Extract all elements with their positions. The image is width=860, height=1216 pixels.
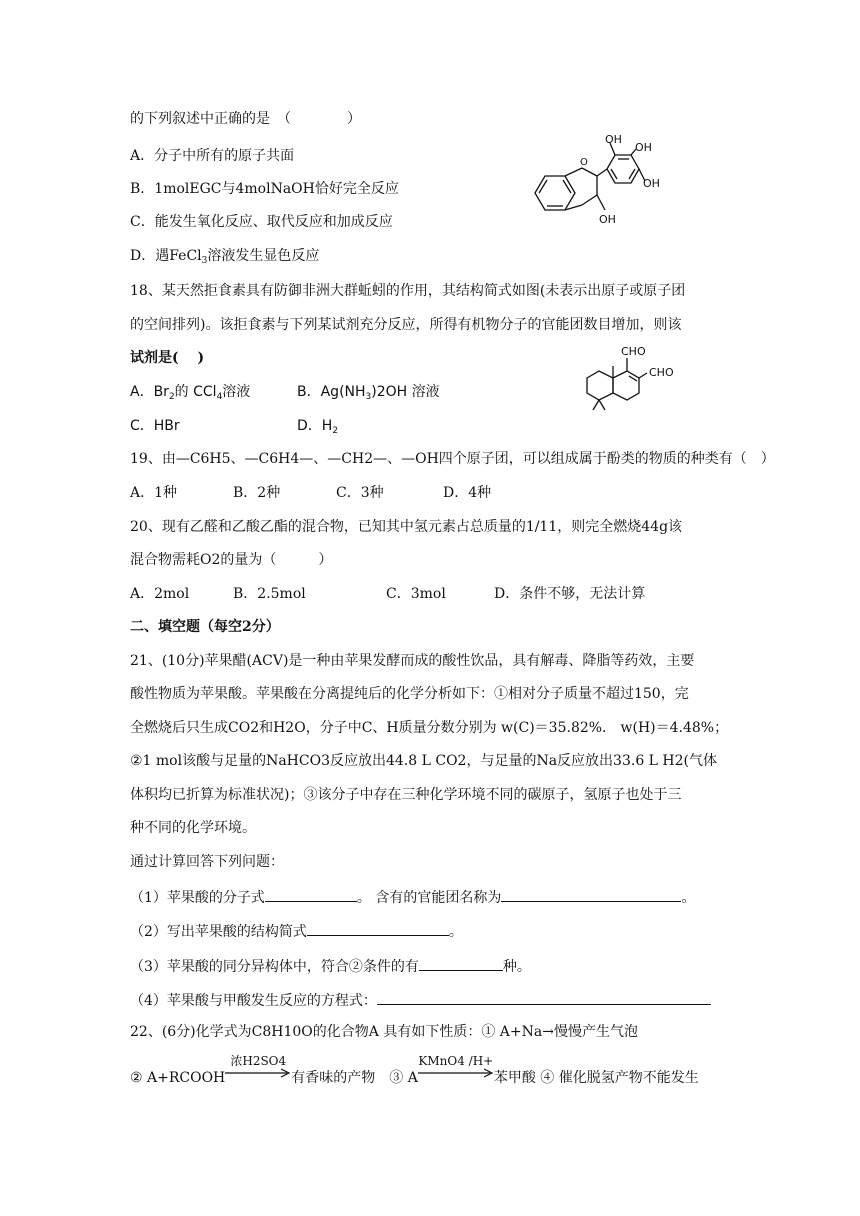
- q20-option-a: A．2mol: [130, 586, 190, 602]
- q18-line-2: 的空间排列)。该拒食素与下列某试剂充分反应，所得有机物分子的官能团数目增加，则该: [130, 317, 682, 333]
- answer-blank-structure[interactable]: [307, 920, 449, 936]
- q22-line-2: ② A+RCOOH 浓H2SO4 有香味的产物 ③ A KMnO4 /H+ 苯甲酸 ④ 催化脱氢产物不能发生: [130, 1054, 699, 1086]
- q19-option-b: B．2种: [233, 485, 281, 501]
- reaction-arrow-2: KMnO4 /H+: [418, 1068, 494, 1088]
- q18-option-d: D．$H_2$: [297, 418, 339, 436]
- q19-option-a: A．1种: [130, 485, 178, 501]
- q18-line-1: 18、某天然拒食素具有防御非洲大群蚯蚓的作用，其结构简式如图(未表示出原子或原子团: [130, 283, 686, 299]
- q21-line-3: 全燃烧后只生成CO2和H2O，分子中C、H质量分数分别为 w(C)＝35.82%． w(H)＝4.48%；: [130, 720, 729, 736]
- struct-label-oh-2: OH: [635, 141, 652, 154]
- q21-sub-3: （3）苹果酸的同分异构体中，符合②条件的有 种。: [130, 955, 531, 977]
- q21-sub-4: （4）苹果酸与甲酸发生反应的方程式：: [130, 989, 711, 1011]
- q17-option-b: B．1molEGC与4molNaOH恰好完全反应: [130, 181, 399, 197]
- answer-blank-functional-groups[interactable]: [501, 886, 681, 902]
- q20-line-2: 混合物需耗O2的量为（ ）: [130, 552, 333, 568]
- q21-line-4: ②1 mol该酸与足量的NaHCO3反应放出44.8 L CO2，与足量的Na反应放出33.6 L H2(气体: [130, 753, 718, 769]
- q20-option-c: C．3mol: [386, 586, 446, 602]
- antifeedant-structure-diagram: [577, 338, 697, 428]
- struct-label-oh-1: OH: [605, 135, 622, 146]
- q19-option-d: D．4种: [443, 485, 492, 501]
- q17-stem: 的下列叙述中正确的是 （ ）: [130, 111, 361, 127]
- q19-stem: 19、由—C6H5、—C6H4—、—CH2—、—OH四个原子团，可以组成属于酚类的物质的种类有（ ）: [130, 451, 775, 467]
- answer-blank-equation[interactable]: [377, 989, 711, 1005]
- struct-label-cho-1: CHO: [621, 345, 646, 358]
- q21-sub-2: （2）写出苹果酸的结构简式 。: [130, 920, 463, 942]
- svg-text:O: O: [580, 157, 588, 168]
- struct-label-oh-3: OH: [643, 177, 660, 190]
- q17-option-d: D．遇FeCl$_3$溶液发生显色反应: [130, 248, 320, 266]
- q18-option-b: B．$Ag(NH_3)2OH$ 溶液: [297, 384, 440, 402]
- q17-option-c: C．能发生氧化反应、取代反应和加成反应: [130, 214, 393, 230]
- struct-label-oh-4: OH: [599, 213, 616, 226]
- answer-blank-formula[interactable]: [265, 886, 357, 902]
- q20-option-b: B．2.5mol: [233, 586, 306, 602]
- egc-structure-diagram: [525, 135, 675, 235]
- q19-option-c: C．3种: [336, 485, 384, 501]
- q21-intro: 通过计算回答下列问题：: [130, 854, 284, 870]
- q18-line-3: 试剂是( ): [130, 350, 205, 366]
- section-2-title: 二、填空题（每空2分）: [130, 619, 280, 635]
- answer-blank-isomer-count[interactable]: [419, 955, 503, 971]
- q21-sub-1: （1）苹果酸的分子式 。 含有的官能团名称为 。: [130, 886, 695, 908]
- q22-line-1: 22、(6分)化学式为C8H10O的化合物A 具有如下性质：① A+Na→慢慢产生气泡: [130, 1024, 638, 1040]
- q18-option-a: A．$Br_2$的 CCl$_4$溶液: [130, 384, 251, 402]
- q17-option-a: A．分子中所有的原子共面: [130, 148, 295, 164]
- q21-line-5: 体积均已折算为标准状况)；③该分子中存在三种化学环境不同的碳原子，氢原子也处于三: [130, 787, 682, 803]
- q21-line-2: 酸性物质为苹果酸。苹果酸在分离提纯后的化学分析如下：①相对分子质量不超过150，完: [130, 686, 689, 702]
- q20-line-1: 20、现有乙醛和乙酸乙酯的混合物，已知其中氢元素占总质量的1/11，则完全燃烧44g该: [130, 519, 683, 535]
- q21-line-6: 种不同的化学环境。: [130, 820, 256, 836]
- q18-option-c: C．HBr: [130, 418, 180, 434]
- reaction-arrow-1: 浓H2SO4: [225, 1068, 291, 1088]
- q20-option-d: D．条件不够，无法计算: [494, 586, 646, 602]
- q21-line-1: 21、(10分)苹果醋(ACV)是一种由苹果发酵而成的酸性饮品，具有解毒、降脂等药效，主要: [130, 653, 695, 669]
- struct-label-cho-2: CHO: [649, 366, 674, 379]
